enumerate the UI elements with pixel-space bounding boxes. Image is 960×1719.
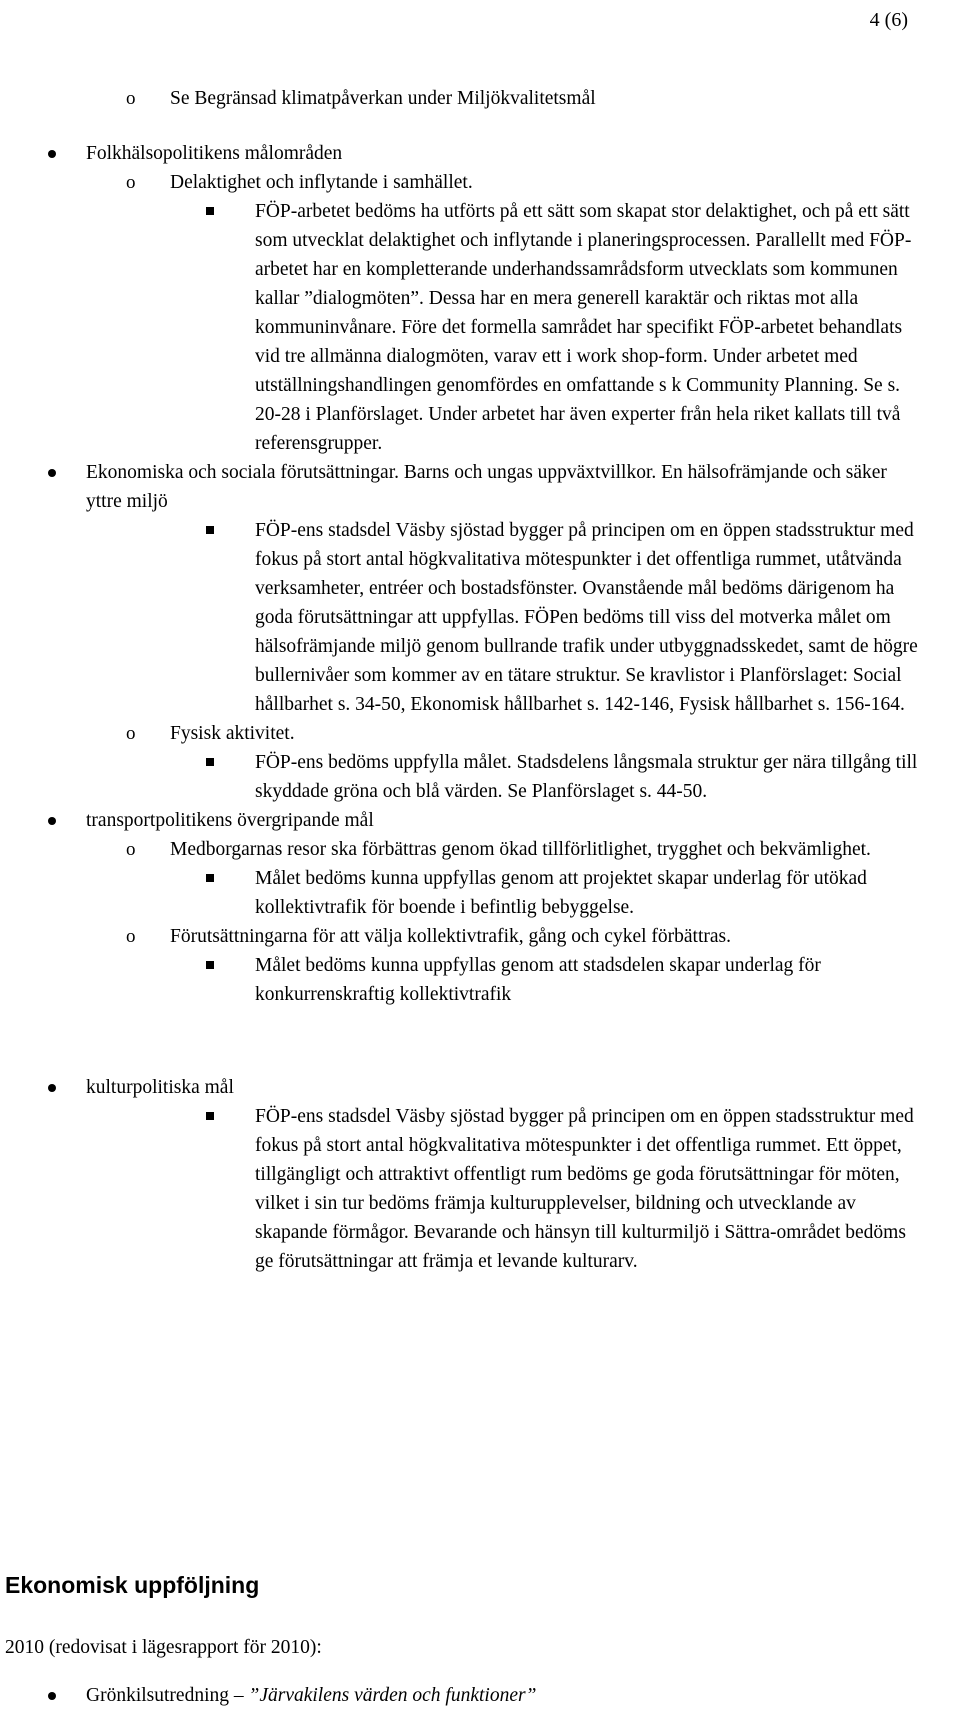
- list-item: [0, 864, 960, 922]
- list-item-text: Målet bedöms kunna uppfyllas genom att projektet skapar underlag för utökad kollektivtrafik för boende i befintlig bebyggelse.: [255, 868, 867, 918]
- list-item-text: Förutsättningarna för att välja kollektivtrafik, gång och cykel förbättras.: [170, 926, 731, 947]
- square-bullet-icon: [206, 874, 214, 882]
- list-item: [0, 516, 960, 719]
- square-bullet-icon: [206, 961, 214, 969]
- list-item: [0, 458, 960, 516]
- list-item: [0, 139, 960, 168]
- list-item: [0, 1073, 960, 1102]
- list-item: [0, 168, 960, 197]
- disc-bullet-icon: [48, 1692, 56, 1700]
- list-item-text: Medborgarnas resor ska förbättras genom ökad tillförlitlighet, trygghet och bekvämlighet.: [170, 839, 871, 860]
- list-item: [0, 951, 960, 1009]
- list-item-text: FÖP-ens stadsdel Väsby sjöstad bygger på principen om en öppen stadsstruktur med fokus på stort antal högkvalitativa mötespunkter i det offentliga rummet, utåtvända verksamheter, entréer och bostadsfönster. Ovanstående mål bedöms därigenom ha goda förutsättningar att uppfyllas. FÖPen bedöms till viss del motverka målet om hälsofrämjande miljö genom bullrande trafik under utbyggnadsskedet, samt de högre bullernivåer som kommer av en tätare struktur. Se kravlistor i Planförslaget: Social hållbarhet s. 34-50, Ekonomisk hållbarhet s. 142-146, Fysisk hållbarhet s. 156-164.: [255, 520, 918, 715]
- disc-bullet-icon: [48, 150, 56, 158]
- list-item: [0, 835, 960, 864]
- square-bullet-icon: [206, 526, 214, 534]
- disc-bullet-icon: [48, 1084, 56, 1092]
- list-item-text: Fysisk aktivitet.: [170, 723, 295, 744]
- square-bullet-icon: [206, 207, 214, 215]
- document-body: [0, 84, 960, 1276]
- list-item: [0, 922, 960, 951]
- disc-bullet-icon: [48, 469, 56, 477]
- list-item: [0, 84, 960, 113]
- square-bullet-icon: [206, 1112, 214, 1120]
- list-item-text: Ekonomiska och sociala förutsättningar. Barns och ungas uppväxtvillkor. En hälsofrämjande och säker yttre miljö: [86, 462, 887, 512]
- list-item-text: [86, 1681, 920, 1710]
- gronkil-title: ”Järvakilens värden och funktioner”: [248, 1685, 537, 1706]
- circle-bullet-icon: o: [126, 88, 136, 109]
- list-item: [0, 197, 960, 458]
- list-item-text: kulturpolitiska mål: [86, 1077, 234, 1098]
- list-item: [0, 1102, 960, 1276]
- list-item-text: FÖP-ens bedöms uppfylla målet. Stadsdelens långsmala struktur ger nära tillgång till skyddade gröna och blå värden. Se Planförslaget s. 44-50.: [255, 752, 918, 802]
- square-bullet-icon: [206, 758, 214, 766]
- gronkil-prefix: Grönkilsutredning –: [86, 1685, 244, 1706]
- list-item-text: Delaktighet och inflytande i samhället.: [170, 172, 473, 193]
- list-item: [0, 719, 960, 748]
- list-item: [0, 1681, 960, 1710]
- section-heading: Ekonomisk uppföljning: [5, 1572, 260, 1598]
- circle-bullet-icon: o: [126, 172, 136, 193]
- disc-bullet-icon: [48, 817, 56, 825]
- list-item: [0, 748, 960, 806]
- circle-bullet-icon: o: [126, 839, 136, 860]
- list-item-text: Målet bedöms kunna uppfyllas genom att stadsdelen skapar underlag för konkurrenskraftig kollektivtrafik: [255, 955, 821, 1005]
- list-item-text: transportpolitikens övergripande mål: [86, 810, 374, 831]
- year-line: 2010 (redovisat i lägesrapport för 2010):: [5, 1637, 322, 1658]
- page-number: 4 (6): [869, 9, 908, 31]
- list-item-text: FÖP-arbetet bedöms ha utförts på ett sätt som skapat stor delaktighet, och på ett sätt som utvecklat delaktighet och inflytande i planeringsprocessen. Parallellt med FÖP-arbetet har en kompletterande underhandssamrådsform utvecklats som kommunen kallar ”dialogmöten”. Dessa har en mera generell karaktär och riktas mot alla kommuninvånare. Före det formella samrådet har specifikt FÖP-arbetet behandlats vid tre allmänna dialogmöten, varav ett i work shop-form. Under arbetet med utställningshandlingen genomfördes en omfattande s k Community Planning. Se s. 20-28 i Planförslaget. Under arbetet har även experter från hela riket kallats till två referensgrupper.: [255, 201, 912, 454]
- circle-bullet-icon: o: [126, 723, 136, 744]
- list-item-text: Se Begränsad klimatpåverkan under Miljökvalitetsmål: [170, 88, 596, 109]
- list-item: [0, 806, 960, 835]
- circle-bullet-icon: o: [126, 926, 136, 947]
- list-item-text: FÖP-ens stadsdel Väsby sjöstad bygger på principen om en öppen stadsstruktur med fokus på stort antal högkvalitativa mötespunkter i det offentliga rummet. Ett öppet, tillgängligt och attraktivt offentligt rum bedöms ge goda förutsättningar för möten, vilket i sin tur bedöms främja kulturupplevelser, bildning och utvecklande av skapande förmågor. Bevarande och hänsyn till kulturmiljö i Sättra-området bedöms ge förutsättningar att främja et levande kulturarv.: [255, 1106, 914, 1272]
- list-item-text: Folkhälsopolitikens målområden: [86, 143, 343, 164]
